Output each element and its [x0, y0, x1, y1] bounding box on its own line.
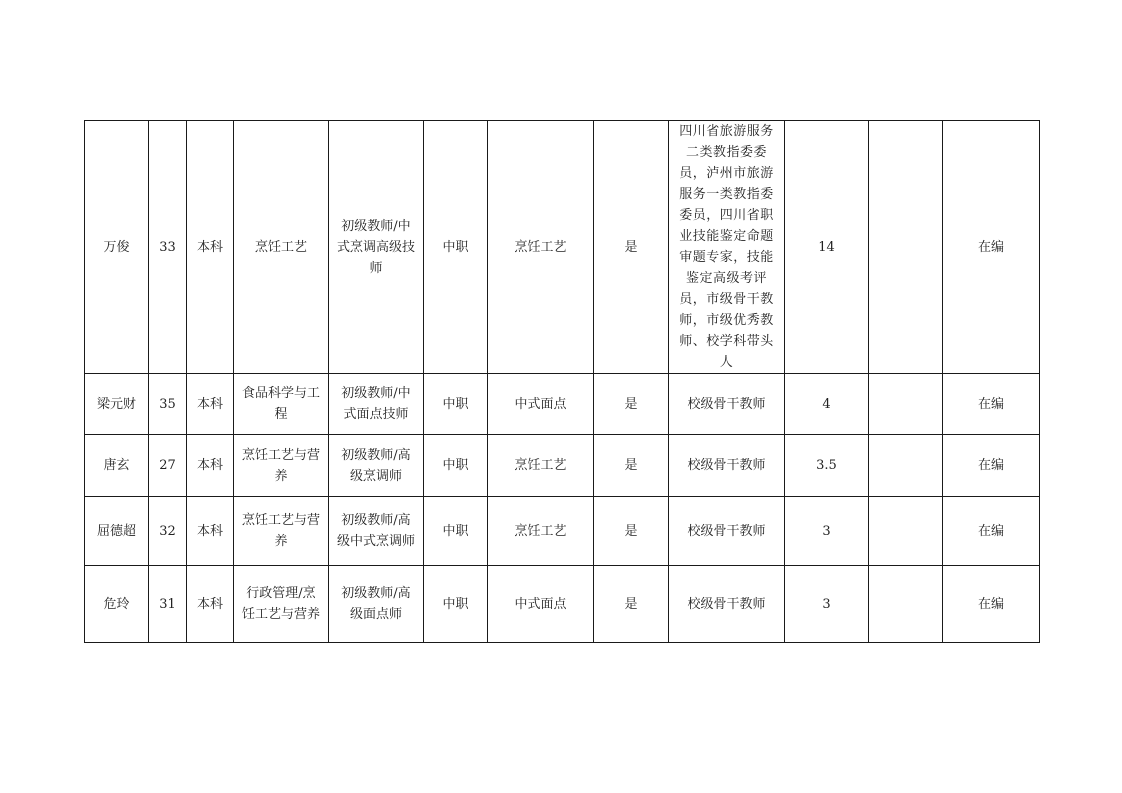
remark-cell — [869, 374, 943, 435]
years-cell: 4 — [785, 374, 869, 435]
education-cell: 本科 — [187, 566, 234, 643]
course-cell: 烹饪工艺 — [488, 435, 594, 497]
honors-cell: 校级骨干教师 — [669, 566, 785, 643]
table-row — [85, 497, 1040, 566]
title-cell: 初级教师/高级中式烹调师 — [329, 497, 424, 566]
level-cell: 中职 — [424, 435, 488, 497]
years-cell: 14 — [785, 121, 869, 374]
course-cell: 中式面点 — [488, 374, 594, 435]
name-cell: 梁元财 — [85, 374, 149, 435]
honors-cell: 校级骨干教师 — [669, 497, 785, 566]
years-cell: 3 — [785, 566, 869, 643]
years-cell: 3 — [785, 497, 869, 566]
level-cell: 中职 — [424, 497, 488, 566]
honors-cell: 四川省旅游服务二类教指委委员，泸州市旅游服务一类教指委委员，四川省职业技能鉴定命题审题专家，技能鉴定高级考评员，市级骨干教师，市级优秀教师、校学科带头人 — [669, 121, 785, 374]
name-cell: 危玲 — [85, 566, 149, 643]
age-cell: 32 — [149, 497, 187, 566]
level-cell: 中职 — [424, 121, 488, 374]
name-cell: 万俊 — [85, 121, 149, 374]
status-cell: 在编 — [943, 374, 1040, 435]
status-cell: 在编 — [943, 435, 1040, 497]
level-cell: 中职 — [424, 566, 488, 643]
major-cell: 烹饪工艺与营养 — [234, 497, 329, 566]
title-cell: 初级教师/中式面点技师 — [329, 374, 424, 435]
age-cell: 27 — [149, 435, 187, 497]
age-cell: 35 — [149, 374, 187, 435]
remark-cell — [869, 435, 943, 497]
status-cell: 在编 — [943, 566, 1040, 643]
qualified-cell: 是 — [594, 566, 669, 643]
status-cell: 在编 — [943, 121, 1040, 374]
name-cell: 屈德超 — [85, 497, 149, 566]
name-cell: 唐玄 — [85, 435, 149, 497]
table-row — [85, 566, 1040, 643]
education-cell: 本科 — [187, 497, 234, 566]
level-cell: 中职 — [424, 374, 488, 435]
remark-cell — [869, 497, 943, 566]
education-cell: 本科 — [187, 374, 234, 435]
remark-cell — [869, 566, 943, 643]
age-cell: 31 — [149, 566, 187, 643]
qualified-cell: 是 — [594, 121, 669, 374]
remark-cell — [869, 121, 943, 374]
major-cell: 烹饪工艺 — [234, 121, 329, 374]
major-cell: 烹饪工艺与营养 — [234, 435, 329, 497]
table-row — [85, 374, 1040, 435]
education-cell: 本科 — [187, 121, 234, 374]
major-cell: 行政管理/烹饪工艺与营养 — [234, 566, 329, 643]
qualified-cell: 是 — [594, 374, 669, 435]
education-cell: 本科 — [187, 435, 234, 497]
status-cell: 在编 — [943, 497, 1040, 566]
honors-cell: 校级骨干教师 — [669, 435, 785, 497]
years-cell: 3.5 — [785, 435, 869, 497]
course-cell: 烹饪工艺 — [488, 121, 594, 374]
staff-table — [84, 120, 1040, 643]
title-cell: 初级教师/高级面点师 — [329, 566, 424, 643]
major-cell: 食品科学与工程 — [234, 374, 329, 435]
honors-cell: 校级骨干教师 — [669, 374, 785, 435]
qualified-cell: 是 — [594, 497, 669, 566]
title-cell: 初级教师/中式烹调高级技师 — [329, 121, 424, 374]
table-row — [85, 121, 1040, 374]
course-cell: 烹饪工艺 — [488, 497, 594, 566]
title-cell: 初级教师/高级烹调师 — [329, 435, 424, 497]
qualified-cell: 是 — [594, 435, 669, 497]
age-cell: 33 — [149, 121, 187, 374]
table-row — [85, 435, 1040, 497]
course-cell: 中式面点 — [488, 566, 594, 643]
